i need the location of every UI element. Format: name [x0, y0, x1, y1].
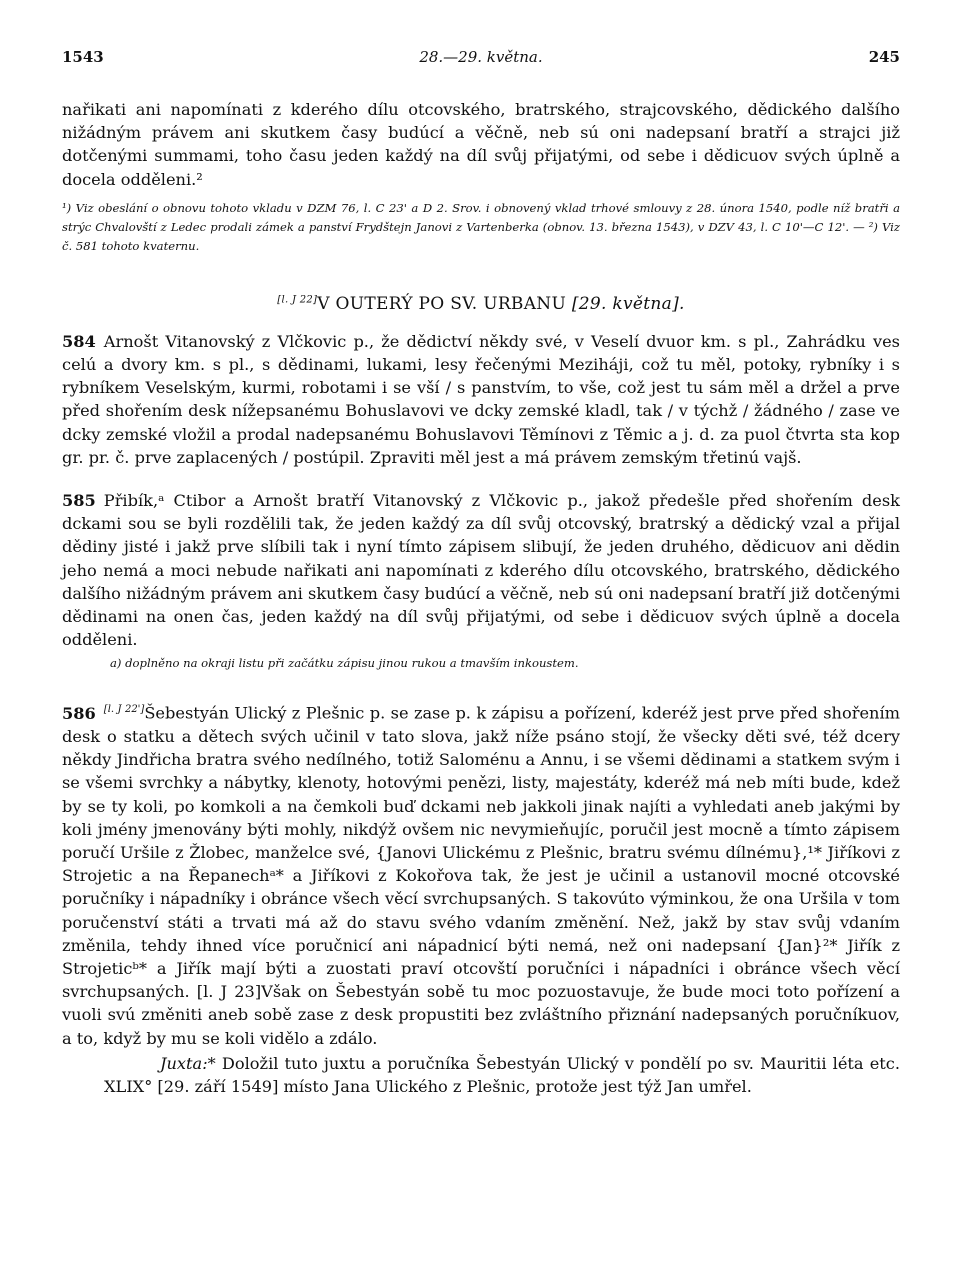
intro-paragraph: nařikati ani napomínati z kderého dílu otcovského, bratrského, strajcovského, dědického dalšího nižádným právem ani skutkem časy budúcí a věčně, neb sú oni nadepsaní bratří a strajci již dotčenými summami, toho času jeden každý na díl svůj přijatými, od sebe i dědicuov svých úplně a docela odděleni.² [62, 100, 900, 189]
entry-584 [62, 330, 900, 469]
entry-number: 586 [62, 703, 96, 723]
juxta-text: Doložil tuto juxtu a poručníka Šebestyán Ulický v pondělí po sv. Mauritii léta etc. XLIX° [29. září 1549] místo Jana Ulického z Plešnic, protože jest týž Jan umřel. [104, 1053, 900, 1097]
entry-number: 584 [62, 331, 96, 351]
juxta-label: Juxta:* [160, 1053, 216, 1073]
footnote-top: ¹) Viz obeslání o obnovu tohoto vkladu v DZM 76, l. C 23' a D 2. Srov. i obnovený vklad trhové smlouvy z 28. února 1540, podle níž bratři a strýc Chvalovští z Ledec prodali zámek a panství Frydštejn Janovi z Vartenberka (obnov. 13. března 1543), v DZV 43, l. C 10'—C 12'. — ²) Viz č. 581 tohoto kvaternu. [62, 200, 900, 253]
page-number-right: 245 [868, 48, 900, 66]
document-page [62, 48, 900, 1098]
section-ms-ref: [l. J 22] [277, 294, 318, 306]
entry-586 [62, 698, 900, 1049]
entry-585-footnote: a) doplněno na okraji listu při začátku zápisu jinou rukou a tmavším inkoustem. [110, 656, 579, 671]
section-date: [29. května]. [571, 293, 685, 314]
juxta-note [62, 1052, 900, 1098]
header-date: 28.—29. května. [419, 48, 543, 66]
page-number-left: 1543 [62, 48, 104, 66]
section-heading [62, 294, 900, 314]
page-header [62, 48, 900, 74]
entry-text: Přibík,ᵃ Ctibor a Arnošt bratří Vitanovský z Vlčkovic p., jakož předešle před shořením desk dckami sou se byli rozdělili tak, že jeden každý za díl svůj otcovský, bratrský a dědický vzal a přijal dědiny jisté i jakž prve slíbili tak i nyní tímto zápisem slibují, že jeden druhého, dědicuov ani dědin jeho nemá a moci nebude nařikati ani napomínati z kderého dílu otcovského, bratrského, dědického dalšího nižádným právem ani skutkem časy budúcí a věčně, neb sú oni nadepsaní bratří již dotčenými dědinami na onen čas, jeden každý na díl svůj přijatými, od sebe i dědicuov svých úplně a docela odděleni. [62, 491, 900, 650]
entry-text: Šebestyán Ulický z Plešnic p. se zase p. k zápisu a pořízení, kderéž jest prve před shořením desk o statku a dětech svých učinil v tato slova, jakž níže psáno stojí, že všecky děti své, též dcery někdy Jindřicha bratra svého nedílného, totiž Saloménu a Annu, i se všemi dědinami a statkem svým i se všemi svrchky a nábytky, klenoty, hotovými penězi, listy, majestáty, kderéž má neb míti bude, kdež by se ty koli, po komkoli a na čemkoli buď dckami neb jakkoli jinak najíti a vyhledati aneb jakými by koli jmény jmenovány býti mohly, nikdýž ovšem nic nevymieňujíc, poručil jest mocně a tímto zápisem poručí Uršile z Žlobec, manželce své, {Janovi Ulickému z Plešnic, bratru svému dílnému},¹* Jiříkovi z Strojetic a na Řepanechᵃ* a Jiříkovi z Kokořova tak, že jest je učinil a ustanovil mocné otcovské poručníky i nápadníky i obránce všech věcí svrchupsaných. S takovúto výminkou, že ona Uršila v tom poručenství státi a trvati má až do stavu svého vdaním změnění. Než, jakž by stav svůj vdaním změnila, tehdy ihned více poručnicí ani nápadnicí býti nemá, než oni nadepsaní {Jan}²* Jiřík z Strojeticᵇ* a Jiřík mají býti a zuostati praví otcovští poručníci i nápadníci i obránce všech věcí svrchupsaných. [l. J 23]Však on Šebestyán sobě tu moc pozuostavuje, že bude moci toto pořízení a vuoli svú změniti aneb sobě zase z desk propustiti bez zvláštního přiznání nadepsaných poručníkuov, a to, když by mu se koli vidělo a zdálo. [62, 703, 900, 1048]
entry-text: Arnošt Vitanovský z Vlčkovic p., že dědictví někdy své, v Veselí dvuor km. s pl., Zahrádku ves celú a dvory km. s pl., s dědinami, lukami, lesy řečenými Meziháji, což tu měl, potoky, rybníky i s rybníkem Veselským, kurmi, robotami i se vší / s panstvím, to vše, což jest tu sám měl a držel a prve před shořením desk nížepsanému Bohuslavovi ve dcky zemské kladl, tak / v týchž / žádného / zase ve dcky zemské vložil a prodal nadepsanému Bohuslavovi Těmínovi z Těmic a j. d. za puol čtvrta sta kop gr. pr. č. prve zaplacených / postúpil. Zpraviti měl jest a má právem zemským třetinú vajš. [62, 331, 900, 467]
entry-ms-ref: [l. J 22'] [103, 704, 145, 716]
entry-585 [62, 489, 900, 651]
section-title: V OUTERÝ PO SV. URBANU [317, 293, 567, 314]
entry-number: 585 [62, 491, 96, 511]
